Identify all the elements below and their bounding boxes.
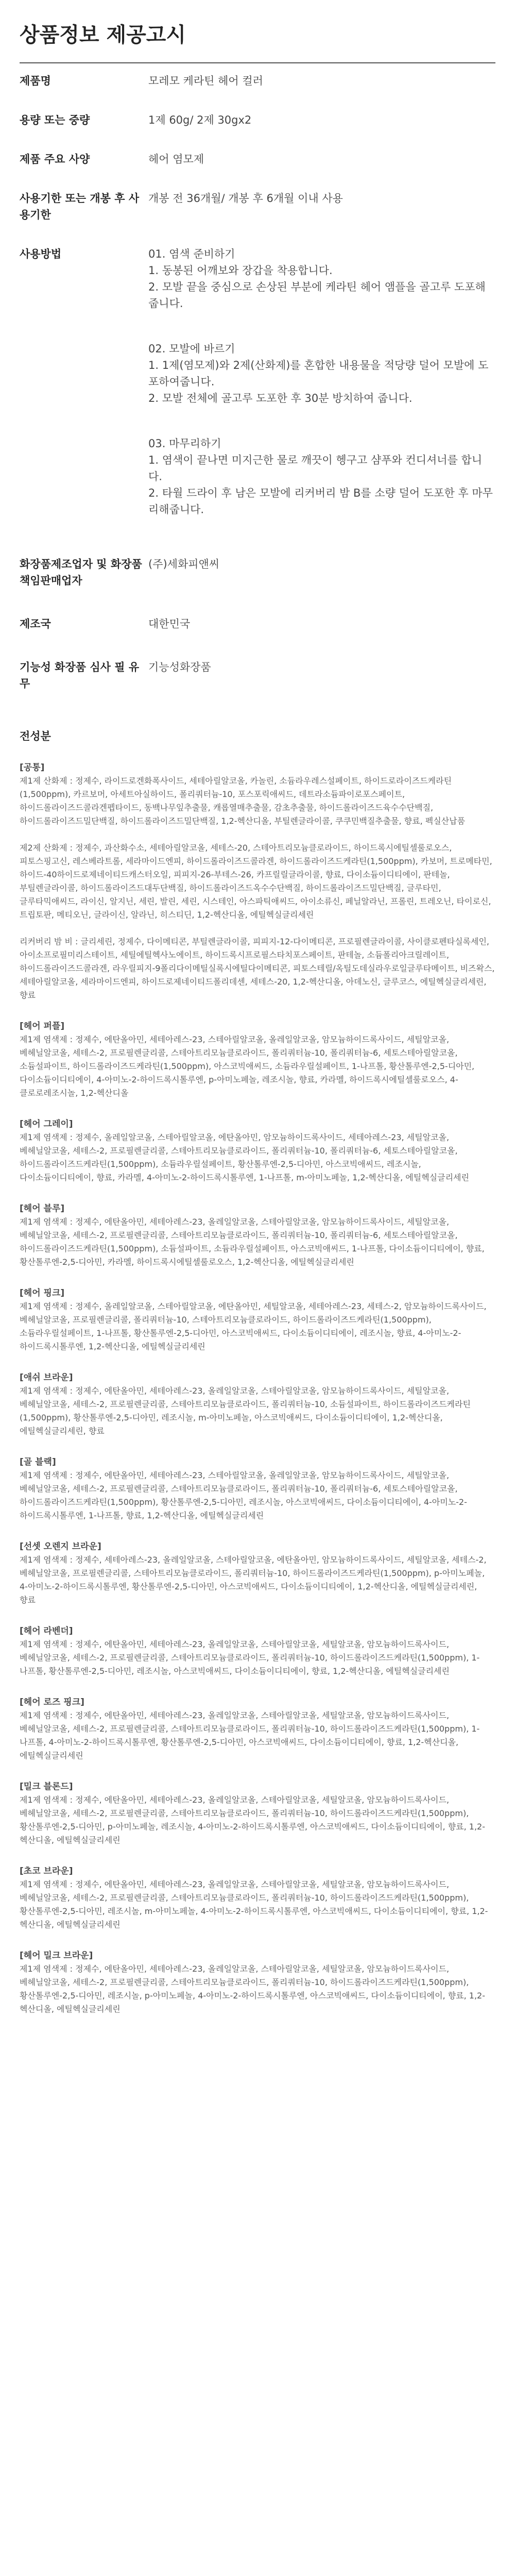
method-groups: [148, 246, 495, 547]
basic-row: [20, 103, 495, 128]
ingredients-list: [20, 761, 495, 2016]
basic-value: 개봉 전 36개월/ 개봉 후 6개월 이내 사용: [148, 192, 343, 205]
maker-value: (주)세화피앤씨: [148, 558, 220, 570]
method-step-line: 1. 1제(염모제)와 2제(산화제)를 혼합한 내용물을 적당량 덜어 모발에 도포하여줍니다.: [148, 359, 489, 388]
maker-value: 기능성화장품: [148, 661, 211, 673]
maker-info-list: [20, 547, 495, 709]
ingredient-section: [20, 1371, 495, 1438]
maker-value: 대한민국: [148, 618, 191, 630]
ingredient-section: [20, 1949, 495, 2016]
basic-row: [20, 63, 495, 89]
ingredient-section-title: [공통]: [20, 762, 45, 773]
basic-value: 1제 60g/ 2제 30gx2: [148, 114, 252, 126]
ingredient-section-title: [헤어 핑크]: [20, 1288, 65, 1298]
maker-row: [20, 606, 495, 632]
ingredient-section: [20, 1455, 495, 1522]
method-step-heading: 01. 염색 준비하기: [148, 248, 235, 260]
basic-row: [20, 181, 495, 223]
method-step-group: [148, 246, 495, 312]
ingredient-section-body: 제1제 염색제 : 정제수, 에탄올아민, 세테아레스-23, 올레일알코올, 스테아릴알코올, 세틸알코올, 암모늄하이드록사이드, 베헤닐알코올, 세테스-2, 프로필렌글리콜, 스테아트리모늄클로라이드, 폴리쿼터늄-10, 하이드롤라이즈드케라틴(1,500ppm), 황산톨루엔-2,5-디아민, p-아미노페놀, 레조시놀, 4-아미노-2-하이드록시톨루엔, 아스코빅애씨드, 다이소듐이디티에이, 향료, 1,2-헥산디올, 에틸헥실글리세린: [20, 1795, 486, 1845]
ingredient-section-body: 제1제 염색제 : 정제수, 에탄올아민, 세테아레스-23, 올레일알코올, 스테아릴알코올, 암모늄하이드록사이드, 세틸알코올, 베헤닐알코올, 세테스-2, 프로필렌글리콜, 스테아트리모늄클로라이드, 폴리쿼터늄-10, 소듐설파이트, 하이드롤라이즈드케라틴(1,500ppm), 황산톨루엔-2,5-디아민, 레조시놀, m-아미노페놀, 아스코빅애씨드, 다이소듐이디티에이, 1,2-헥산디올, 에틸헥실글리세린, 향료: [20, 1386, 471, 1436]
ingredient-section-title: [헤어 라벤더]: [20, 1626, 73, 1636]
ingredient-section-body: 제1제 염색제 : 정제수, 올레일알코올, 스테아릴알코올, 에탄올아민, 세틸알코올, 세테아레스-23, 세테스-2, 암모늄하이드록사이드, 베헤닐알코올, 프로필렌글리콜, 폴리쿼터늄-10, 스테아트리모늄클로라이드, 하이드롤라이즈드케라틴(1,500ppm), 소듐라우릴설페이트, 1-나프톨, 황산톨루엔-2,5-디아민, 아스코빅애씨드, 다이소듐이디티에이, 레조시놀, 향료, 4-아미노-2-하이드록시톨루엔, 1,2-헥산디올, 에틸헥실글리세린: [20, 1301, 489, 1351]
ingredient-section-title: [밀크 블론드]: [20, 1782, 73, 1792]
maker-label: 제조국: [20, 618, 51, 630]
ingredient-section-title: [헤어 그레이]: [20, 1119, 73, 1129]
ingredient-section-body: 제1제 염색제 : 정제수, 에탄올아민, 세테아레스-23, 스테아릴알코올, 올레일알코올, 암모늄하이드록사이드, 세틸알코올, 베헤닐알코올, 세테스-2, 프로필렌글리콜, 스테아트리모늄클로라이드, 폴리쿼터늄-10, 폴리쿼터늄-6, 세토스테아릴알코올, 하이드롤라이즈드케라틴(1,500ppm), 황산톨루엔-2,5-디아민, 레조시놀, 아스코빅애씨드, 다이소듐이디티에이, 4-아미노-2-하이드록시톨루엔, 1-나프톨, 향료, 1,2-헥산디올, 에틸헥실글리세린: [20, 1470, 467, 1520]
ingredient-section-body: 제1제 염색제 : 정제수, 에탄올아민, 세테아레스-23, 올레일알코올, 스테아릴알코올, 세틸알코올, 암모늄하이드록사이드, 베헤닐알코올, 세테스-2, 프로필렌글리콜, 스테아트리모늄클로라이드, 폴리쿼터늄-10, 하이드롤라이즈드케라틴(1,500ppm), 1-나프톨, 4-아미노-2-하이드록시톨루엔, 황산톨루엔-2,5-디아민, 아스코빅애씨드, 다이소듐이디티에이, 향료, 1,2-헥산디올, 에틸헥실글리세린: [20, 1710, 480, 1760]
ingredient-section-title: [애쉬 브라운]: [20, 1372, 73, 1383]
method-step-heading: 03. 마무리하기: [148, 437, 221, 450]
method-step-line: 2. 모발 끝을 중심으로 손상된 부분에 케라틴 헤어 앰플을 골고루 도포해 줍니다.: [148, 281, 486, 310]
ingredient-section-title: [헤어 로즈 핑크]: [20, 1697, 84, 1707]
ingredient-section-title: [선셋 오렌지 브라운]: [20, 1541, 101, 1552]
basic-label: 용량 또는 중량: [20, 114, 90, 126]
ingredient-section: [20, 1696, 495, 1762]
ingredient-section-title: [초코 브라운]: [20, 1866, 73, 1876]
ingredient-section: [20, 1020, 495, 1100]
ingredient-section-title: [헤어 블루]: [20, 1204, 65, 1214]
maker-row: [20, 547, 495, 589]
basic-label: 제품 주요 사양: [20, 153, 90, 165]
ingredient-section: [20, 1286, 495, 1353]
ingredients-label: 전성분: [20, 730, 51, 742]
ingredient-section: [20, 1780, 495, 1847]
basic-value: 헤어 염모제: [148, 153, 204, 165]
ingredient-section-body: 제1제 염색제 : 정제수, 에탄올아민, 세테아레스-23, 스테아릴알코올, 올레일알코올, 암모늄하이드록사이드, 세틸알코올, 베헤닐알코올, 세테스-2, 프로필렌글리콜, 스테아트리모늄클로라이드, 폴리쿼터늄-10, 폴리쿼터늄-6, 세토스테아릴알코올, 소듐설파이트, 하이드롤라이즈드케라틴(1,500ppm), 아스코빅애씨드, 소듐라우릴설페이트, 1-나프톨, 황산톨루엔-2,5-디아민, 다이소듐이디티에이, 4-아미노-2-하이드록시톨루엔, p-아미노페놀, 레조시놀, 향료, 카라멜, 하이드록시에틸셀룰로오스, 4-클로로레조시놀, 1,2-헥산디올: [20, 1035, 477, 1098]
ingredient-section: [20, 761, 495, 1002]
ingredient-section: [20, 1624, 495, 1678]
method-step-group: [148, 435, 495, 518]
maker-label: 화장품제조업자 및 화장품책임판매업자: [20, 558, 142, 587]
page-title: 상품정보 제공고시: [20, 0, 495, 63]
ingredient-section: [20, 1540, 495, 1607]
maker-row: [20, 650, 495, 692]
ingredient-section-body: 제1제 염색제 : 정제수, 세테아레스-23, 올레일알코올, 스테아릴알코올, 에탄올아민, 암모늄하이드록사이드, 세틸알코올, 세테스-2, 베헤닐알코올, 프로필렌글리콜, 스테아트리모늄클로라이드, 폴리쿼터늄-10, 하이드롤라이즈드케라틴(1,500ppm), p-아미노페놀, 4-아미노-2-하이드록시톨루엔, 황산톨루엔-2,5-디아민, 아스코빅애씨드, 다이소듐이디티에이, 1,2-헥산디올, 에틸헥실글리세린, 향료: [20, 1555, 489, 1605]
ingredient-section-title: [골 블랙]: [20, 1457, 56, 1467]
ingredient-section: [20, 1202, 495, 1269]
maker-label: 기능성 화장품 심사 필 유무: [20, 661, 140, 690]
ingredient-section-body: 제1제 산화제 : 정제수, 라이드로겐화폭사이드, 세테아릴알코올, 카놀린, 소듐라우레스설페이트, 하이드로라이즈드케라틴(1,500ppm), 카르보머, 아세트아실하이드, 폴리쿼터늄-10, 포스포릭애씨드, 데트라소듐파이로포스페이트, 하이드롤라이즈드콜라겐펩타이드, 동백나무잎추출물, 캐롭열매추출물, 감초추출물, 하이드롤라이즈드육수수단백질, 하이드롤라이즈드밀단백질, 하이드롤라이즈드밀단백질, 1,2-헥산디올, 부틸렌글라이콜, 쿠쿠민백질추출물, 향료, 펙실산납품 제2제 산화제 : 정제수, 과산화수소, 세테아릴알코올, 세테스-20, 스테아트리모늄클로라이드, 하이드록시에틸셀룰로오스, 피토스핑고신, 레스베라트롤, 세라마이드엔피, 하이드롤라이즈드콜라겐, 하이드롤라이즈드케라틴(1,500ppm), 카보머, 트로메타민, 하이드-40하이드로제네이티드캐스터오일, 피피지-26-부테스-26, 카프릴릴글라이콜, 향료, 다이소듐이디티에이, 판테놀, 부틸렌글라이콜, 하이드롤라이즈드대두단백질, 하이드롤라이즈드옥수수단백질, 하이드롤라이즈드밀단백질, 글루타민, 글루타믹애씨드, 라이신, 알지닌, 세린, 발린, 세린, 시스테인, 아스파틱애씨드, 아이소류신, 페닐알라닌, 프롤린, 트레오닌, 타이로신, 트립토판, 메티오닌, 글라이신, 알라닌, 히스티딘, 1,2-헥산디올, 에틸헥실글리세린 리커버리 밤 비 : 글리세린, 정제수, 다이메티콘, 부틸렌글라이콜, 피피지-12-다이메티콘, 프로필렌글라이콜, 사이클로펜타실록세인, 아이소프로필미리스테이트, 세틸에틸헥사노에이트, 하이드록시프로필스타치포스페이트, 판테놀, 소듐폴리아크릴레이트, 하이드롤라이즈드콜라겐, 라우릴피지-9폴리다이메틸실록시에틸다이메티콘, 피토스테릴/옥틸도데실라우로일글루타메이트, 비즈왁스, 세테아릴알코올, 세라마이드엔피, 하이드로제네이티드폴리데센, 세테스-20, 1,2-헥산디올, 아데노신, 글루코스, 에틸헥실글리세린, 향료: [20, 776, 495, 1000]
ingredient-section-body: 제1제 염색제 : 정제수, 에탄올아민, 세테아레스-23, 올레일알코올, 스테아릴알코올, 세틸알코올, 암모늄하이드록사이드, 베헤닐알코올, 세테스-2, 프로필렌글리콜, 스테아트리모늄클로라이드, 폴리쿼터늄-10, 하이드롤라이즈드케라틴(1,500ppm), 1-나프톨, 황산톨루엔-2,5-디아민, 레조시놀, 아스코빅애씨드, 다이소듐이디티에이, 향료, 1,2-헥산디올, 에틸헥실글리세린: [20, 1639, 480, 1676]
ingredient-section-body: 제1제 염색제 : 정제수, 에탄올아민, 세테아레스-23, 올레일알코올, 스테아릴알코올, 암모늄하이드록사이드, 세틸알코올, 베헤닐알코올, 세테스-2, 프로필렌글리콜, 스테아트리모늄클로라이드, 폴리쿼터늄-10, 폴리쿼터늄-6, 세토스테아릴알코올, 하이드롤라이즈드케라틴(1,500ppm), 소듐설파이트, 소듐라우릴설페이트, 아스코빅애씨드, 1-나프톨, 다이소듐이디티에이, 향료, 황산톨루엔-2,5-디아민, 카라멜, 하이드록시에틸셀룰로오스, 1,2-헥산디올, 에틸헥실글리세린: [20, 1217, 487, 1267]
method-step-group: [148, 341, 495, 406]
method-step-line: 2. 타월 드라이 후 남은 모발에 리커버리 밤 B를 소량 덜어 도포한 후 마무리해줍니다.: [148, 487, 493, 516]
method-step-line: 1. 동봉된 어깨보와 장갑을 착용합니다.: [148, 264, 333, 277]
ingredient-section-body: 제1제 염색제 : 정제수, 에탄올아민, 세테아레스-23, 올레일알코올, 스테아릴알코올, 세틸알코올, 암모늄하이드록사이드, 베헤닐알코올, 세테스-2, 프로필렌글리콜, 스테아트리모늄클로라이드, 폴리쿼터늄-10, 하이드롤라이즈드케라틴(1,500ppm), 황산톨루엔-2,5-디아민, 레조시놀, p-아미노페놀, 4-아미노-2-하이드록시톨루엔, 아스코빅애씨드, 다이소듐이디티에이, 향료, 1,2-헥산디올, 에틸헥실글리세린: [20, 1964, 486, 2014]
method-step-line: 1. 염색이 끝나면 미지근한 물로 깨끗이 헹구고 샴푸와 컨디셔너를 합니다.: [148, 454, 483, 483]
method-step-line: 2. 모발 전체에 골고루 도포한 후 30분 방치하여 줍니다.: [148, 392, 413, 404]
ingredient-section-title: [헤어 퍼플]: [20, 1021, 65, 1031]
basic-row: [20, 142, 495, 167]
method-step-heading: 02. 모발에 바르기: [148, 343, 235, 355]
ingredient-section: [20, 1117, 495, 1184]
ingredient-section-title: [헤어 밀크 브라운]: [20, 1951, 93, 1961]
basic-label: 제품명: [20, 75, 51, 87]
method-label: 사용방법: [20, 248, 62, 260]
basic-value: 모레모 케라틴 헤어 컬러: [148, 75, 263, 87]
basic-label: 사용기한 또는 개봉 후 사용기한: [20, 192, 140, 221]
ingredient-section-body: 제1제 염색제 : 정제수, 에탄올아민, 세테아레스-23, 올레일알코올, 스테아릴알코올, 세틸알코올, 암모늄하이드록사이드, 베헤닐알코올, 세테스-2, 프로필렌글리콜, 스테아트리모늄클로라이드, 폴리쿼터늄-10, 하이드롤라이즈드케라틴(1,500ppm), 황산톨루엔-2,5-디아민, 레조시놀, m-아미노페놀, 4-아미노-2-하이드록시톨루엔, 아스코빅애씨드, 다이소듐이디티에이, 향료, 1,2-헥산디올, 에틸헥실글리세린: [20, 1879, 488, 1929]
method-row: [20, 236, 495, 547]
ingredient-section-body: 제1제 염색제 : 정제수, 올레일알코올, 스테아릴알코올, 에탄올아민, 암모늄하이드록사이드, 세테아레스-23, 세틸알코올, 베헤닐알코올, 세테스-2, 프로필렌글리콜, 스테아트리모늄클로라이드, 폴리쿼터늄-10, 폴리쿼터늄-6, 세토스테아릴알코올, 하이드롤라이즈드케라틴(1,500ppm), 소듐라우릴설페이트, 황산톨루엔-2,5-디아민, 아스코빅애씨드, 레조시놀, 다이소듐이디티에이, 향료, 카라멜, 4-아미노-2-하이드록시톨루엔, 1-나프톨, m-아미노페놀, 1,2-헥산디올, 에틸헥실글리세린: [20, 1132, 469, 1182]
ingredient-section: [20, 1865, 495, 1931]
basic-info-list: [20, 63, 495, 236]
